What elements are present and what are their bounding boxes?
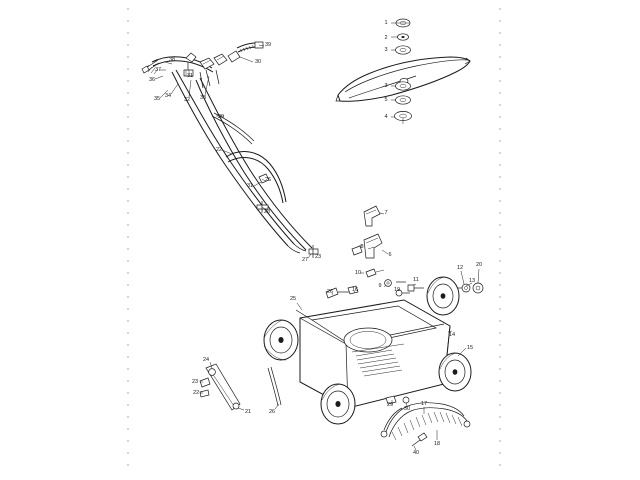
callout-number: 22 <box>192 390 200 396</box>
callout-number: 1 <box>384 20 388 26</box>
callout-number: 3 <box>384 47 388 53</box>
callout-number: 23 <box>191 379 199 385</box>
callout-number: 19 <box>393 287 401 293</box>
callout-number: 20 <box>475 262 483 268</box>
callout-number: 16 <box>351 287 359 293</box>
callout-number: 17 <box>420 401 428 407</box>
callout-number: 12 <box>456 265 464 271</box>
lower-left-bracket-group <box>200 362 281 410</box>
callout-number: 18 <box>433 441 441 447</box>
callout-number: 30 <box>254 59 262 65</box>
callout-number: 2 <box>384 35 388 41</box>
callout-number: 11 <box>413 277 419 283</box>
callout-number: 27 <box>301 257 309 263</box>
callout-number: 40 <box>412 450 420 456</box>
callout-number: 21 <box>244 409 252 415</box>
callout-number: 38 <box>168 57 176 63</box>
callout-number: 34 <box>164 93 172 99</box>
callout-number: 37 <box>154 67 162 73</box>
blade-assembly-group <box>336 19 470 124</box>
callout-number: 39 <box>264 42 272 48</box>
callout-number: 7 <box>384 210 388 216</box>
callout-number: 23 <box>314 254 322 260</box>
callout-number: 31 <box>186 73 194 79</box>
callout-number: 5 <box>384 97 388 103</box>
coil-spring <box>386 403 467 440</box>
callout-number: 8 <box>360 244 364 250</box>
callout-number: 13 <box>468 278 476 284</box>
callout-number: 26 <box>268 409 276 415</box>
callout-number: 24 <box>202 357 210 363</box>
callout-number: 26 <box>326 289 334 295</box>
callout-number: 10 <box>354 270 362 276</box>
callout-number: 26 <box>264 177 272 183</box>
callout-number: 29 <box>386 402 394 408</box>
callout-number: 33 <box>199 95 207 101</box>
callout-number: 29 <box>217 114 225 120</box>
callout-number: 30 <box>403 406 411 412</box>
callout-number: 15 <box>466 345 474 351</box>
callout-number: 36 <box>148 77 156 83</box>
callout-number: 9 <box>378 283 382 289</box>
callout-number: 6 <box>388 252 392 258</box>
callout-number: 35 <box>153 96 161 102</box>
callout-number: 4 <box>384 114 388 120</box>
callout-number: 25 <box>289 296 297 302</box>
callout-number: 31 <box>246 183 254 189</box>
handle-assembly-group <box>142 42 318 258</box>
callout-number: 32 <box>183 97 191 103</box>
callout-number: 28 <box>263 209 271 215</box>
callout-number: 22 <box>215 147 223 153</box>
callout-number: 3 <box>384 83 388 89</box>
callout-number: 14 <box>448 332 456 338</box>
